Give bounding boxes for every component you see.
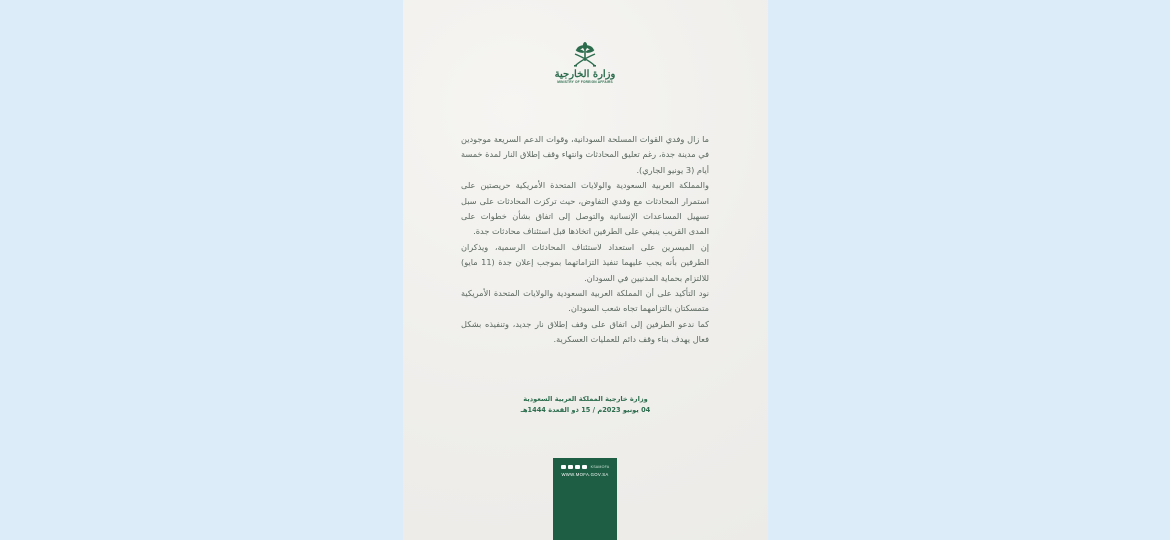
ministry-name-arabic: وزارة الخارجية	[554, 69, 616, 80]
palm-swords-emblem-icon	[572, 40, 598, 68]
ministry-name-english: MINISTRY OF FOREIGN AFFAIRS	[557, 80, 613, 84]
facebook-icon[interactable]	[575, 465, 580, 469]
statement-page	[403, 0, 768, 540]
statement-body	[461, 132, 709, 348]
signature-block	[473, 394, 698, 416]
footer-badge	[553, 458, 617, 540]
statement-paragraph: نود التأكيد على أن المملكة العربية السعودية والولايات المتحدة الأمريكية متمسكتان بالتزامهما تجاه شعب السودان.	[461, 288, 709, 314]
twitter-icon[interactable]	[582, 465, 587, 469]
issuer-name: وزارة خارجية المملكة العربية السعودية	[523, 395, 648, 403]
issue-date: 04 يونيو 2023م / 15 ذو القعدة 1444هـ	[520, 406, 651, 414]
statement-paragraph: كما ندعو الطرفين إلى اتفاق على وقف إطلاق نار جديد، وتنفيذه بشكل فعال يهدف بناء وقف دائم للعمليات العسكرية.	[461, 318, 709, 345]
instagram-icon[interactable]	[568, 465, 573, 469]
ministry-logo	[550, 40, 620, 92]
website-link[interactable]: WWW.MOFA.GOV.SA	[561, 472, 609, 477]
statement-paragraph: والمملكة العربية السعودية والولايات المتحدة الأمريكية حريصتين على استمرار المحادثات مع وفدي التفاوض، حيث تركزت المحادثات على سبل تسهيل المساعدات الإنسانية والتوصل إلى اتفاق بشأن خطوات على المدى القريب ينبغي على الطرفين اتخاذها قبل استئناف محادثات جدة.	[461, 180, 709, 237]
social-links	[553, 464, 617, 470]
social-handle: KSAMOFA	[590, 465, 610, 469]
statement-paragraph: ما زال وفدي القوات المسلحة السودانية، وقوات الدعم السريعة موجودين في مدينة جدة، رغم تعليق المحادثات وانتهاء وقف إطلاق النار لمدة خمسة أيام (3 يونيو الجاري).	[461, 134, 709, 175]
youtube-icon[interactable]	[561, 465, 566, 469]
statement-paragraph: إن الميسرين على استعداد لاستئناف المحادثات الرسمية، ويذكران الطرفين بأنه يجب عليهما تنفيذ التزاماتهما بموجب إعلان جدة (11 مايو) للالتزام بحماية المدنيين في السودان.	[461, 241, 709, 283]
